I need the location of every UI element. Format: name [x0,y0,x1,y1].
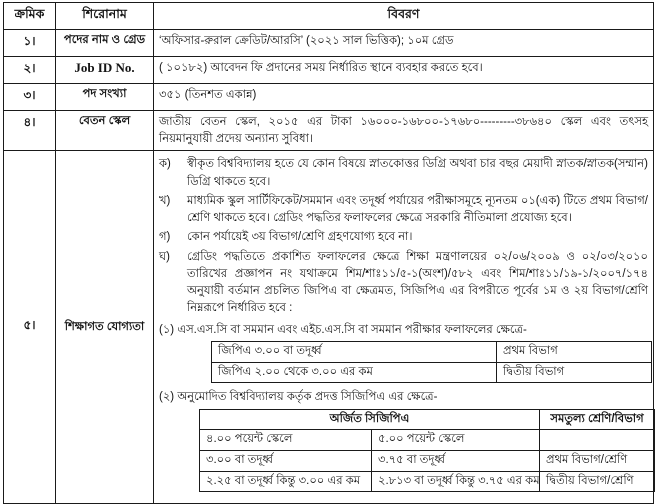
table-row [200,471,655,492]
column-header-title: শিরোনাম [56,3,154,30]
row-serial: ৩। [4,84,56,111]
row-title: শিক্ষাগত যোগ্যতা [56,151,154,504]
row-description: ‘অফিসার-রুরাল ক্রেডিট/আরসি’ (২০২১ সাল ভিত্তিক); ১০ম গ্রেড [154,30,654,57]
gpa-division: দ্বিতীয় বিভাগ [497,362,652,383]
clause-ga [159,229,648,246]
cgpa-scale-5: ২.৮১৩ বা তদূর্ধ্ব কিন্তু ৩.৭৫ এর কম [372,471,540,492]
row-serial: ২। [4,57,56,84]
table-row [212,342,652,363]
clause-text: স্বীকৃত বিশ্ববিদ্যালয় হতে যে কোন বিষয়ে স্নাতকোত্তর ডিগ্রি অথবা চার বছর মেয়াদী স্নাতক/স্নাতক(সম্মান) ডিগ্রি থাকতে হবে। [187,158,648,188]
gpa-division: প্রথম বিভাগ [497,342,652,363]
clause-marker: গ) [159,231,171,244]
document-body [3,2,653,504]
table-row [4,57,654,84]
clause-text: মাধ্যমিক স্কুল সার্টিফিকেট/সমমান এবং তদূর্ধ্ব পর্যায়ের পরীক্ষাসমূহে ন্যূনতম ০১(এক) টিতে প্রথম বিভাগ/ শ্রেণি থাকতে হবে। গ্রেডিং পদ্ধতির ফলাফলের ক্ষেত্রে সরকারি নীতিমালা প্রযোজ্য হবে। [187,194,648,225]
row-title: পদের নাম ও গ্রেড [56,30,154,57]
row-title: Job ID No. [56,57,154,84]
table-row-education [4,151,654,504]
cgpa-equivalence-table [199,409,655,492]
clause-marker: ঘ) [159,250,170,263]
table-row [4,30,654,57]
row-description: জাতীয় বেতন স্কেল, ২০১৫ এর টাকা ১৬০০০-১৬৮০০-১৭৬৮০---------৩৮৬৪০ স্কেল এবং তৎসহ নিয়মানুযায়ী প্রদেয় অন্যান্য সুবিধা। [154,111,654,151]
table-row [4,84,654,111]
row-serial: ৫। [4,151,56,504]
clause-text: গ্রেডিং পদ্ধতিতে প্রকাশিত ফলাফলের ক্ষেত্রে শিক্ষা মন্ত্রণালয়ের ০২/০৬/২০০৯ ও ০২/০৩/২০১০ তারিখের প্রজ্ঞাপন নং যথাক্রমে শিম/শাঃ১১/৫-১(অংশ)/৫৮২ এবং শিম/শাঃ১১/১৯-১/২০০৭/১৭৪ অনুযায়ী বর্তমান প্রচলিত জিপিএ বা ক্ষেত্রমত, সিজিপিএ এর বিপরীতে পূর্বের ১ম ও ২য় বিভাগ/শ্রেণি নিম্নরূপে নির্ধারিত হবে : [187,250,648,315]
job-circular-table [3,2,654,504]
column-header-serial: ক্রমিক [4,3,56,30]
cgpa-header-equivalent: সমতুল্য শ্রেণি/বিভাগ [540,409,655,430]
clause-marker: খ) [159,194,171,207]
table-header-row [4,3,654,30]
cgpa-scale-5: ৫.০০ পয়েন্ট স্কেলে [372,430,540,451]
row-description-education [154,151,654,504]
cgpa-scale-4: ৪.০০ পয়েন্ট স্কেলে [200,430,372,451]
cgpa-scale-4: ২.২৫ বা তদূর্ধ্ব কিন্তু ৩.০০ এর কম [200,471,372,492]
table-row [212,362,652,383]
item-2-caption: (২) অনুমোদিত বিশ্ববিদ্যালয় কর্তৃক প্রদত্ত সিজিপিএ এর ক্ষেত্রে- [159,391,438,404]
table-row [4,111,654,151]
cgpa-scale-5: ৩.৭৫ বা তদূর্ধ্ব [372,451,540,472]
cgpa-equivalent [540,430,655,451]
table-row [200,430,655,451]
row-serial: ১। [4,30,56,57]
clause-marker: ক) [159,158,171,171]
row-title: পদ সংখ্যা [56,84,154,111]
row-serial: ৪। [4,111,56,151]
clause-kha [159,193,648,228]
clause-ka [159,156,648,191]
gpa-value: জিপিএ ৩.০০ বা তদূর্ধ্ব [212,342,497,363]
gpa-equivalence-table [211,341,652,383]
row-description: ৩৫১ (তিনশত একান্ন) [154,84,654,111]
clause-text: কোন পর্যায়েই ৩য় বিভাগ/শ্রেণি গ্রহণযোগ্য হবে না। [187,231,413,244]
cgpa-scale-4: ৩.০০ বা তদূর্ধ্ব [200,451,372,472]
cgpa-equivalent: দ্বিতীয় বিভাগ/শ্রেণি [540,471,655,492]
row-title: বেতন স্কেল [56,111,154,151]
table-header-row [200,409,655,430]
gpa-value: জিপিএ ২.০০ থেকে ৩.০০ এর কম [212,362,497,383]
cgpa-header-earned: অর্জিত সিজিপিএ [200,409,540,430]
cgpa-equivalent: প্রথম বিভাগ/শ্রেণি [540,451,655,472]
item-1-caption: (১) এস.এস.সি বা সমমান এবং এইচ.এস.সি বা সমমান পরীক্ষার ফলাফলের ক্ষেত্রে- [159,323,527,336]
column-header-description: বিবরণ [154,3,654,30]
table-row [200,451,655,472]
row-description: ( ১০১৮২) আবেদন ফি প্রদানের সময় নির্ধারিত স্থানে ব্যবহার করতে হবে। [154,57,654,84]
clause-gha [159,249,648,318]
